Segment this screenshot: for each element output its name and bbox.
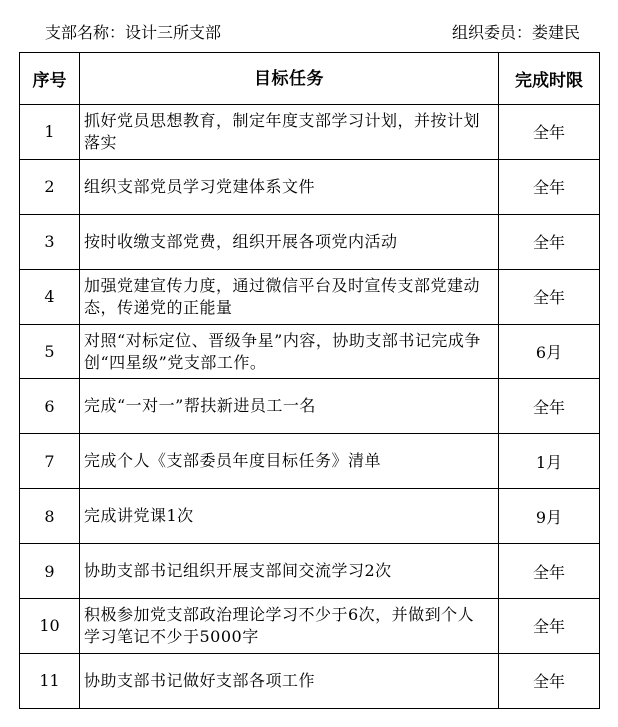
row-task: 对照“对标定位、晋级争星”内容，协助支部书记完成争创“四星级”党支部工作。 [80, 324, 499, 379]
branch-name: 支部名称：设计三所支部 [45, 23, 222, 42]
committee-member: 组织委员：娄建民 [451, 23, 580, 42]
table-row [20, 489, 600, 544]
table-row [20, 379, 600, 434]
row-deadline: 全年 [499, 269, 600, 324]
row-deadline: 9月 [499, 489, 600, 544]
row-number: 4 [20, 269, 80, 324]
table-row [20, 159, 600, 214]
row-number: 3 [20, 214, 80, 269]
row-task: 按时收缴支部党费，组织开展各项党内活动 [80, 214, 499, 269]
row-deadline: 全年 [499, 653, 600, 708]
row-number: 7 [20, 434, 80, 489]
table-row [20, 544, 600, 599]
row-deadline: 全年 [499, 599, 600, 654]
table-row [20, 105, 600, 160]
row-deadline: 全年 [499, 544, 600, 599]
row-number: 1 [20, 105, 80, 160]
row-task: 完成讲党课1次 [80, 489, 499, 544]
row-task: 完成“一对一”帮扶新进员工一名 [80, 379, 499, 434]
column-header-number: 序号 [20, 53, 80, 105]
row-deadline: 全年 [499, 214, 600, 269]
table-row [20, 214, 600, 269]
table-row [20, 599, 600, 654]
document-header [0, 20, 618, 44]
table-row [20, 434, 600, 489]
column-header-deadline: 完成时限 [499, 53, 600, 105]
table-row [20, 653, 600, 708]
row-number: 9 [20, 544, 80, 599]
row-task: 积极参加党支部政治理论学习不少于6次，并做到个人学习笔记不少于5000字 [80, 599, 499, 654]
row-task: 组织支部党员学习党建体系文件 [80, 159, 499, 214]
row-deadline: 6月 [499, 324, 600, 379]
row-deadline: 全年 [499, 379, 600, 434]
row-deadline: 全年 [499, 159, 600, 214]
table-row [20, 324, 600, 379]
row-number: 8 [20, 489, 80, 544]
row-number: 11 [20, 653, 80, 708]
table-row [20, 269, 600, 324]
task-table [19, 52, 600, 709]
row-number: 2 [20, 159, 80, 214]
row-number: 10 [20, 599, 80, 654]
table-header-row [20, 53, 600, 105]
row-deadline: 1月 [499, 434, 600, 489]
row-number: 6 [20, 379, 80, 434]
row-task: 协助支部书记做好支部各项工作 [80, 653, 499, 708]
row-task: 协助支部书记组织开展支部间交流学习2次 [80, 544, 499, 599]
row-deadline: 全年 [499, 105, 600, 160]
column-header-task: 目标任务 [80, 53, 499, 105]
row-task: 加强党建宣传力度，通过微信平台及时宣传支部党建动态，传递党的正能量 [80, 269, 499, 324]
row-task: 完成个人《支部委员年度目标任务》清单 [80, 434, 499, 489]
row-task: 抓好党员思想教育，制定年度支部学习计划，并按计划落实 [80, 105, 499, 160]
row-number: 5 [20, 324, 80, 379]
